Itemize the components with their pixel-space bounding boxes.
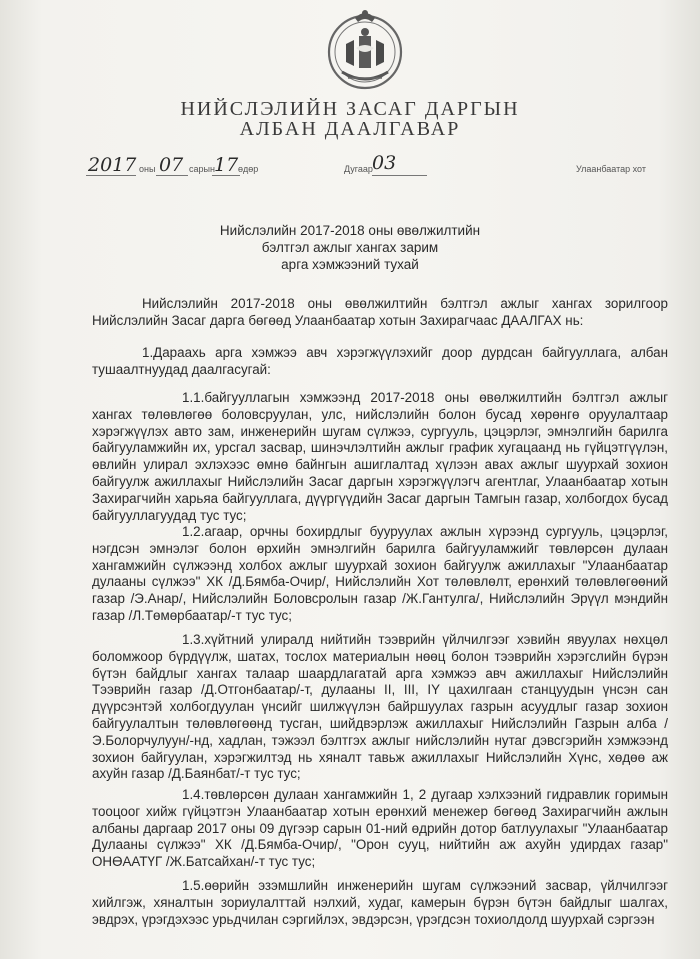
paragraph-1: 1.Дараахь арга хэмжээ авч хэрэгжүүлэхийг доор дурдсан байгууллага, албан тушаалтнуудад даалгасугай:	[92, 345, 668, 377]
number-label: Дугаар	[344, 164, 373, 174]
paragraph-1-4: 1.4.төвлөрсөн дулаан хангамжийн 1, 2 дугаар хэлхээний гидравлик горимын тооцоог хийж гүйцэтгэн Улаанбаатар хотын ерөнхий менежер бөгөөд Захирагчийн ажлын албаны даргаар 2017 оны 09 дүгээр сарын 01-ний өдрийн дотор батлуулахыг "Улаанбаатар Дулааны сүлжээ" ХК /Д.Бямба-Очир/, "Орон сууц, нийтийн аж ахуйн удирдах газар" ОНӨААТҮГ /Ж.Батсайхан/-т тус тус;	[92, 787, 668, 870]
subject-line2: бэлтгэл ажлыг хангах зарим	[261, 240, 439, 255]
intro-paragraph: Нийслэлийн 2017-2018 оны өвөлжилтийн бэлтгэл ажлыг хангах зорилгоор Нийслэлийн Засаг дарга бөгөөд Улаанбаатар хотын Захирагчаас ДААЛГАХ нь:	[92, 296, 668, 328]
date-month: 07	[159, 154, 184, 176]
paragraph-1-1: 1.1.байгууллагын хэмжээнд 2017-2018 оны өвөлжилтийн бэлтгэл ажлыг хангах төлөвлөгөө боловсруулан, улс, нийслэлийн болон бусад хөрөнгө оруулалтаар хэрэгжүүлэх авто зам, инженерийн шугам сүлжээ, сургууль, цэцэрлэг, эмнэлгийн барилга байгууламжийн их, урсгал засвар, шинэчлэлтийн ажлыг график хугацаанд нь гүйцэтгүүлэн, өвлийн улирал эхлэхээс өмнө байнгын ашиглалтад хүлээн авах ажлыг шуурхай зохион байгуулж ажиллахыг Нийслэлийн Засаг даргын хэрэгжүүлэгч агентлаг, Улаанбаатар хотын Захирагчийн харьяа байгууллага, дүүргүүдийн Засаг даргын Тамгын газар, холбогдох бусад байгууллагуудад тус тус;	[92, 390, 668, 523]
month-label: сарын	[189, 164, 215, 174]
paragraph-1-3: 1.3.хүйтний улиралд нийтийн тээврийн үйлчилгээг хэвийн явуулах нөхцөл боломжоор бүрдүүлж, шатах, тослох материалын нөөц болон тээврийн хэрэгслийн бүрэн бүтэн байдлыг хангах талаар шаардлагатай арга хэмжээ авч ажиллахыг Нийслэлийн Тээврийн газар /Д.Отгонбаатар/-т, дулааны II, III, IY цахилгаан станцуудын үнсэн сан дүүрсэнтэй холбогдуулан үнсийг шилжүүлэн байршуулах газрын асуудлыг газар зохион байгуулалтын төлөвлөгөөнд тусган, шийдвэрлэж ажиллахыг Нийслэлийн Газрын алба /Э.Болорчулуун/-нд, хадлан, тэжээл бэлтгэх ажлыг нийслэлийн нутаг дэвсгэрийн хэмжээнд зохион байгуулан, хэрэгжилтэд нь хяналт тавьж ажиллахыг Нийслэлийн Хүнс, хөдөө аж ахуйн газар /Д.Баянбат/-т тус тус;	[92, 632, 668, 782]
day-label: өдөр	[238, 164, 259, 174]
mongolia-state-emblem-icon	[326, 8, 404, 92]
paragraph-1-5: 1.5.өөрийн эзэмшлийн инженерийн шугам сүлжээний засвар, үйлчилгээг хийлгэж, хяналтын зориулалттай нэлхий, худаг, камерын бүрэн бүтэн байдлыг шалгах, эвдрэх, үрэгдэхээс урьдчилан сэргийлэх, эвдэрсэн, үрэгдсэн тохиолдолд шуурхай сэргээн	[92, 878, 668, 927]
org-title-line1: НИЙСЛЭЛИЙН ЗАСАГ ДАРГЫН	[180, 98, 520, 120]
org-title-line2: АЛБАН ДААЛГАВАР	[239, 118, 461, 140]
place-label: Улаанбаатар хот	[576, 164, 646, 174]
date-day: 17	[214, 154, 239, 176]
year-label: оны	[139, 164, 156, 174]
paragraph-1-2: 1.2.агаар, орчны бохирдлыг бууруулах ажлын хүрээнд сургууль, цэцэрлэг, нэгдсэн эмнэлэг болон өрхийн эмнэлгийн барилга байгууламжийг төвлөрсөн дулаан хангамжийн сүлжээнд холбох ажлыг шуурхай зохион байгуулж ажиллахыг "Улаанбаатар дулааны сүлжээ" ХК /Д.Бямба-Очир/, Нийслэлийн Хот төлөвлөлт, ерөнхий төлөвлөгөөний газар /Э.Анар/, Нийслэлийн Боловсролын газар /Ж.Гантулга/, Нийслэлийн Эрүүл мэндийн газар /Л.Төмөрбаатар/-т тус тус;	[92, 524, 668, 623]
date-year: 2017	[88, 154, 137, 176]
date-number-line	[0, 150, 700, 182]
subject-line3: арга хэмжээний тухай	[281, 257, 419, 272]
document-subject	[0, 222, 700, 273]
subject-line1: Нийслэлийн 2017-2018 оны өвөлжилтийн	[219, 223, 481, 238]
document-number: 03	[372, 152, 397, 174]
